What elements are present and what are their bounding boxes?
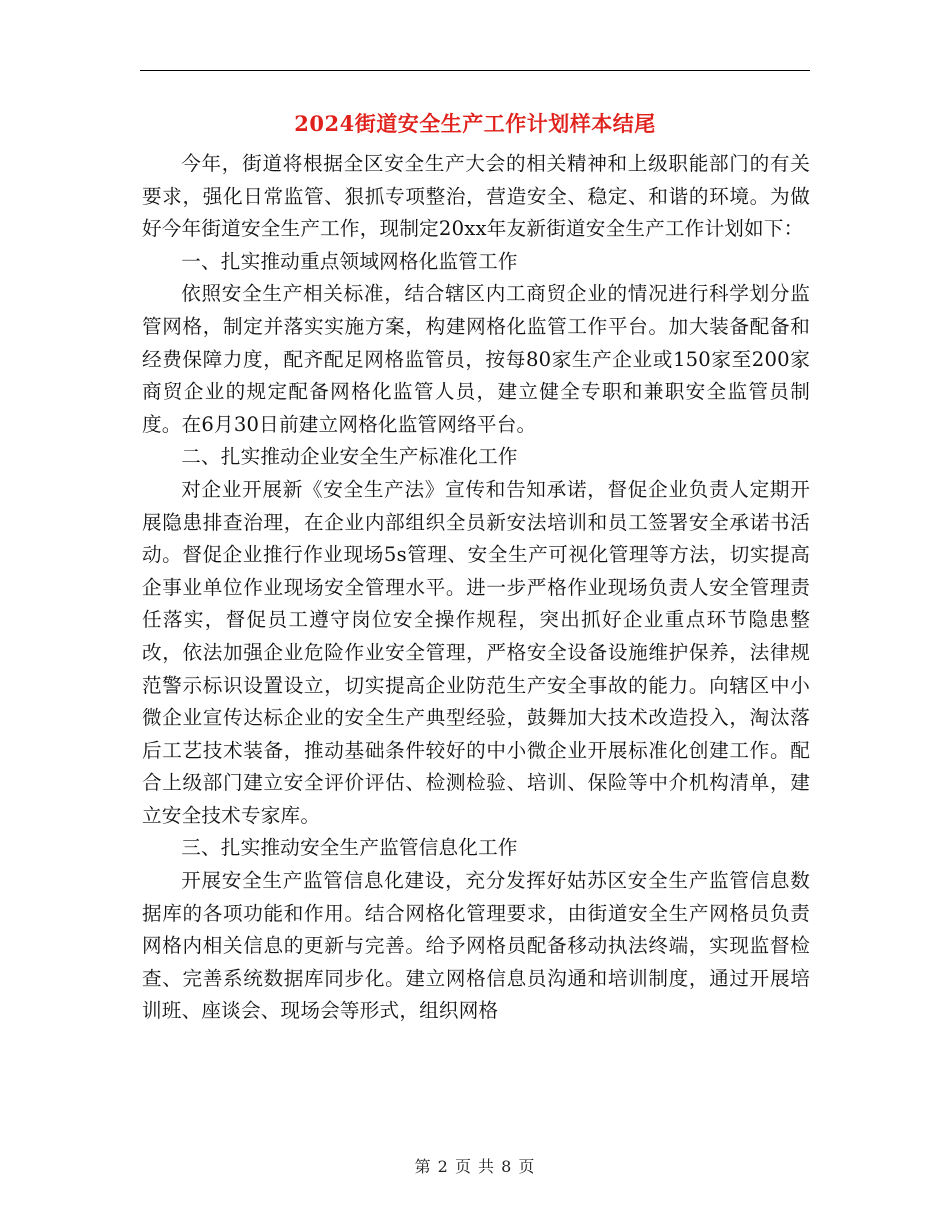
page-number-footer: 第 2 页 共 8 页	[414, 1157, 536, 1176]
section-heading-3: 三、扎实推动安全生产监管信息化工作	[181, 836, 518, 860]
section-heading-1: 一、扎实推动重点领域网格化监管工作	[181, 249, 518, 273]
paragraph-section-3: 开展安全生产监管信息化建设，充分发挥好姑苏区安全生产监管信息数据库的各项功能和作用。结合网格化管理要求，由街道安全生产网格员负责网格内相关信息的更新与完善。给予网格员配备移动执法终端，实现监督检查、完善系统数据库同步化。建立网格信息员沟通和培训制度，通过开展培训班、座谈会、现场会等形式，组织网格	[142, 869, 810, 1023]
document-body	[142, 148, 810, 1028]
header-rule	[140, 70, 810, 71]
document-title: 2024街道安全生产工作计划样本结尾	[294, 111, 656, 136]
paragraph-section-2: 对企业开展新《安全生产法》宣传和告知承诺，督促企业负责人定期开展隐患排查治理，在企业内部组织全员新安法培训和员工签署安全承诺书活动。督促企业推行作业现场5s管理、安全生产可视化管理等方法，切实提高企事业单位作业现场安全管理水平。进一步严格作业现场负责人安全管理责任落实，督促员工遵守岗位安全操作规程，突出抓好企业重点环节隐患整改，依法加强企业危险作业安全管理，严格安全设备设施维护保养，法律规范警示标识设置设立，切实提高企业防范生产安全事故的能力。向辖区中小微企业宣传达标企业的安全生产典型经验，鼓舞加大技术改造投入，淘汰落后工艺技术装备，推动基础条件较好的中小微企业开展标准化创建工作。配合上级部门建立安全评价评估、检测检验、培训、保险等中介机构清单，建立安全技术专家库。	[142, 477, 810, 827]
paragraph-intro: 今年，街道将根据全区安全生产大会的相关精神和上级职能部门的有关要求，强化日常监管、狠抓专项整治，营造安全、稳定、和谐的环境。为做好今年街道安全生产工作，现制定20xx年友新街道安全生产工作计划如下：	[142, 152, 810, 241]
section-heading-2: 二、扎实推动企业安全生产标准化工作	[181, 445, 518, 469]
paragraph-section-1: 依照安全生产相关标准，结合辖区内工商贸企业的情况进行科学划分监管网格，制定并落实实施方案，构建网格化监管工作平台。加大装备配备和经费保障力度，配齐配足网格监管员，按每80家生产企业或150家至200家商贸企业的规定配备网格化监管人员，建立健全专职和兼职安全监管员制度。在6月30日前建立网格化监管网络平台。	[142, 282, 810, 436]
